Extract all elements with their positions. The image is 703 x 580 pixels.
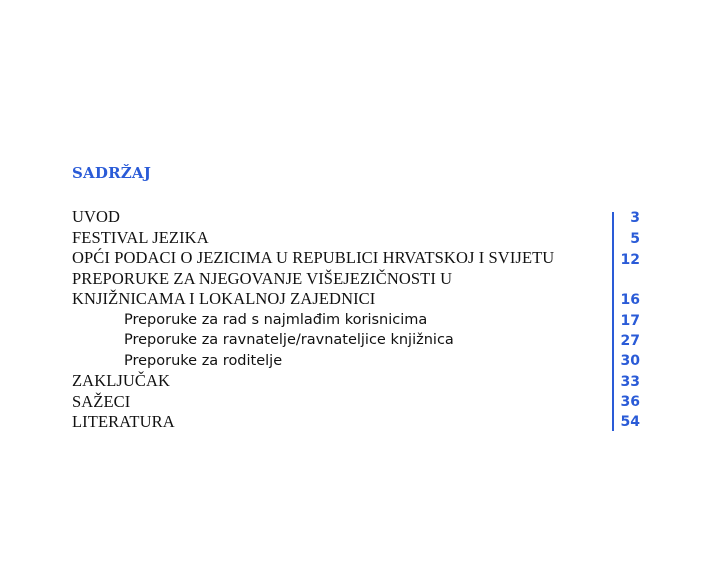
toc-heading: SADRŽAJ [72,164,152,182]
toc-entry-preporuke-line-2[interactable]: KNJIŽNICAMA I LOKALNOJ ZAJEDNICI [72,289,376,308]
page-number-ravnatelji[interactable]: 27 [620,333,640,349]
toc-entry-zakljucak[interactable]: ZAKLJUČAK [72,371,171,390]
toc-entry-festival-jezika[interactable]: FESTIVAL JEZIKA [72,227,209,247]
page-number-sazeci[interactable]: 36 [620,394,640,410]
toc-entry-opci-podaci[interactable]: OPĆI PODACI O JEZICIMA U REPUBLICI HRVATSKOJ I SVIJETU [72,248,555,267]
toc-subentry-najmladi-korisnici[interactable]: Preporuke za rad s najmlađim korisnicima [124,311,428,328]
toc-entry-preporuke-line-1[interactable]: PREPORUKE ZA NJEGOVANJE VIŠEJEZIČNOSTI U [72,268,453,288]
toc-entry-list [72,207,612,433]
toc-entry-sazeci[interactable]: SAŽECI [72,391,131,411]
toc-subentry-ravnatelji[interactable]: Preporuke za ravnatelje/ravnateljice knjižnica [124,332,454,348]
page-number-festival-jezika[interactable]: 5 [630,231,640,247]
page-number-roditelji[interactable]: 30 [620,353,640,369]
page-number-divider [612,212,614,431]
page-number-najmladi-korisnici[interactable]: 17 [620,313,640,329]
page-number-uvod[interactable]: 3 [630,210,640,226]
toc-entry-uvod[interactable]: UVOD [72,207,121,226]
toc-subentry-roditelji[interactable]: Preporuke za roditelje [124,352,283,369]
page-number-zakljucak[interactable]: 33 [620,374,640,390]
toc-entry-literatura[interactable]: LITERATURA [72,412,175,431]
page-number-preporuke[interactable]: 16 [620,292,640,308]
page-number-literatura[interactable]: 54 [620,414,640,430]
page-number-opci-podaci[interactable]: 12 [620,252,640,268]
